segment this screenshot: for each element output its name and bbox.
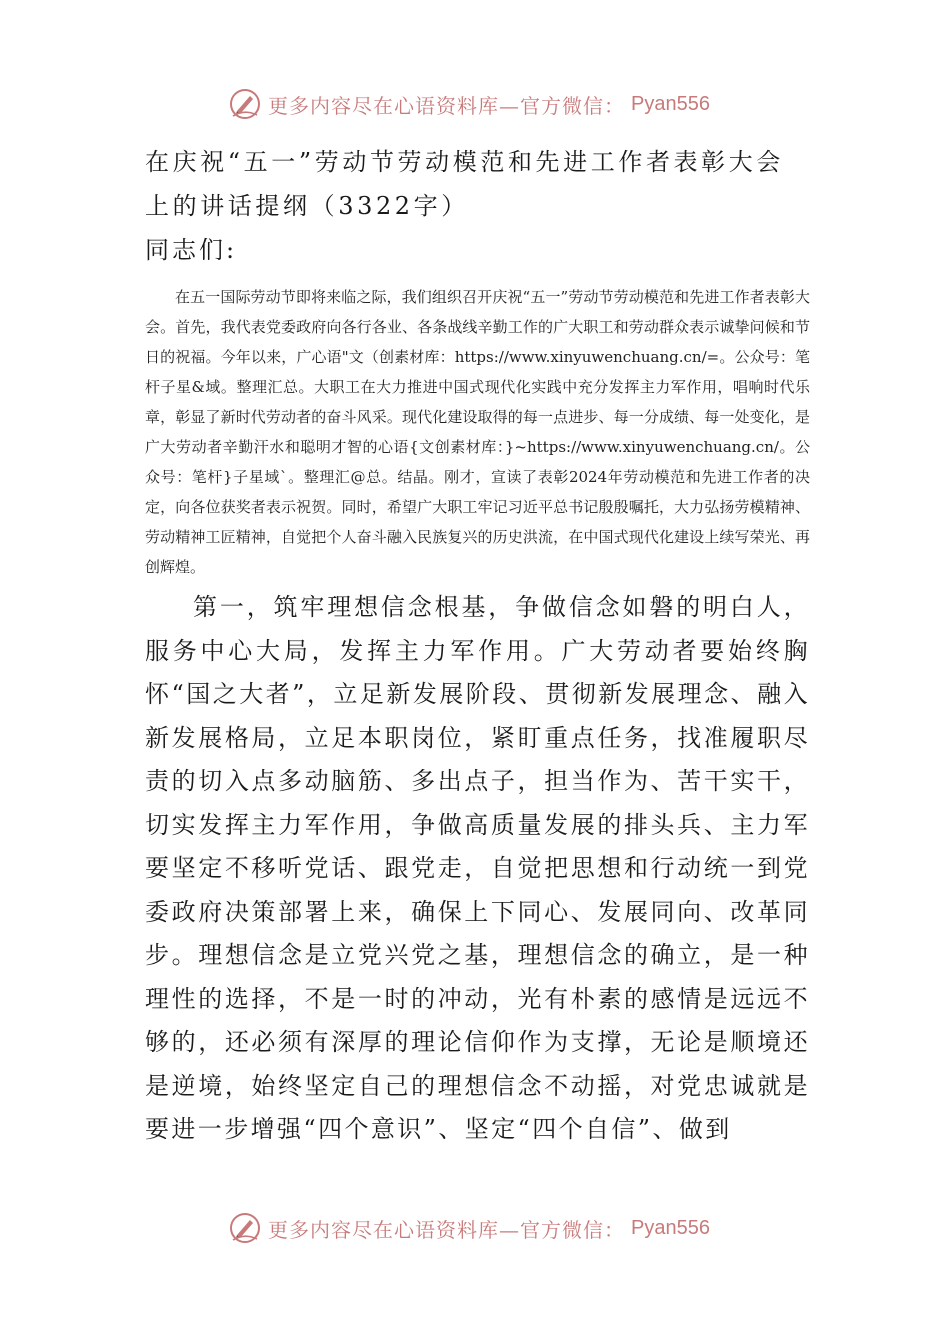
writing-hand-icon (228, 1211, 262, 1245)
watermark-footer (228, 1208, 728, 1248)
salutation: 同志们: (145, 236, 238, 264)
section-one-paragraph: 第一，筑牢理想信念根基，争做信念如磐的明白人，服务中心大局，发挥主力军作用。广大劳动者要始终胸怀“国之大者”，立足新发展阶段、贯彻新发展理念、融入新发展格局，立足本职岗位，紧盯重点任务，找准履职尽责的切入点多动脑筋、多出点子，担当作为、苦干实干，切实发挥主力军作用，争做高质量发展的排头兵、主力军要坚定不移听党话、跟党走，自觉把思想和行动统一到党委政府决策部署上来，确保上下同心、发展同向、改革同步。理想信念是立党兴党之基，理想信念的确立，是一种理性的选择，不是一时的冲动，光有朴素的感情是远远不够的，还必须有深厚的理论信仰作为支撑，无论是顺境还是逆境，始终坚定自己的理想信念不动摇，对党忠诚就是要进一步增强“四个意识”、坚定“四个自信”、做到 (145, 593, 810, 1143)
watermark-wechat-id: Pyan556 (631, 92, 710, 115)
watermark-text: 更多内容尽在心语资料库—官方微信： (268, 93, 625, 118)
document-body (145, 140, 810, 1152)
document-title: 在庆祝“五一”劳动节劳动模范和先进工作者表彰大会上的讲话提纲（3322字） (145, 148, 784, 220)
watermark-wechat-id: Pyan556 (631, 1216, 710, 1239)
intro-paragraph: 在五一国际劳动节即将来临之际，我们组织召开庆祝“五一”劳动节劳动模范和先进工作者表彰大会。首先，我代表党委政府向各行各业、各条战线辛勤工作的广大职工和劳动群众表示诚挚问候和节日的祝福。今年以来，广心语"文（创素材库：https://www.xinyuwenchuang.cn/=。公众号：笔杆子星&域。整理汇总。大职工在大力推进中国式现代化实践中充分发挥主力军作用，唱响时代乐章，彰显了新时代劳动者的奋斗风采。现代化建设取得的每一点进步、每一分成绩、每一处变化，是广大劳动者辛勤汗水和聪明才智的心语{文创素材库：}~https://www.xinyuwenchuang.cn/。公众号：笔杆}子星域`。整理汇@总。结晶。刚才，宣读了表彰2024年劳动模范和先进工作者的决定，向各位获奖者表示祝贺。同时，希望广大职工牢记习近平总书记殷殷嘱托，大力弘扬劳模精神、劳动精神工匠精神，自觉把个人奋斗融入民族复兴的历史洪流，在中国式现代化建设上续写荣光、再创辉煌。 (145, 288, 810, 576)
watermark-header (228, 84, 728, 124)
writing-hand-icon (228, 87, 262, 121)
watermark-text: 更多内容尽在心语资料库—官方微信： (268, 1217, 625, 1242)
